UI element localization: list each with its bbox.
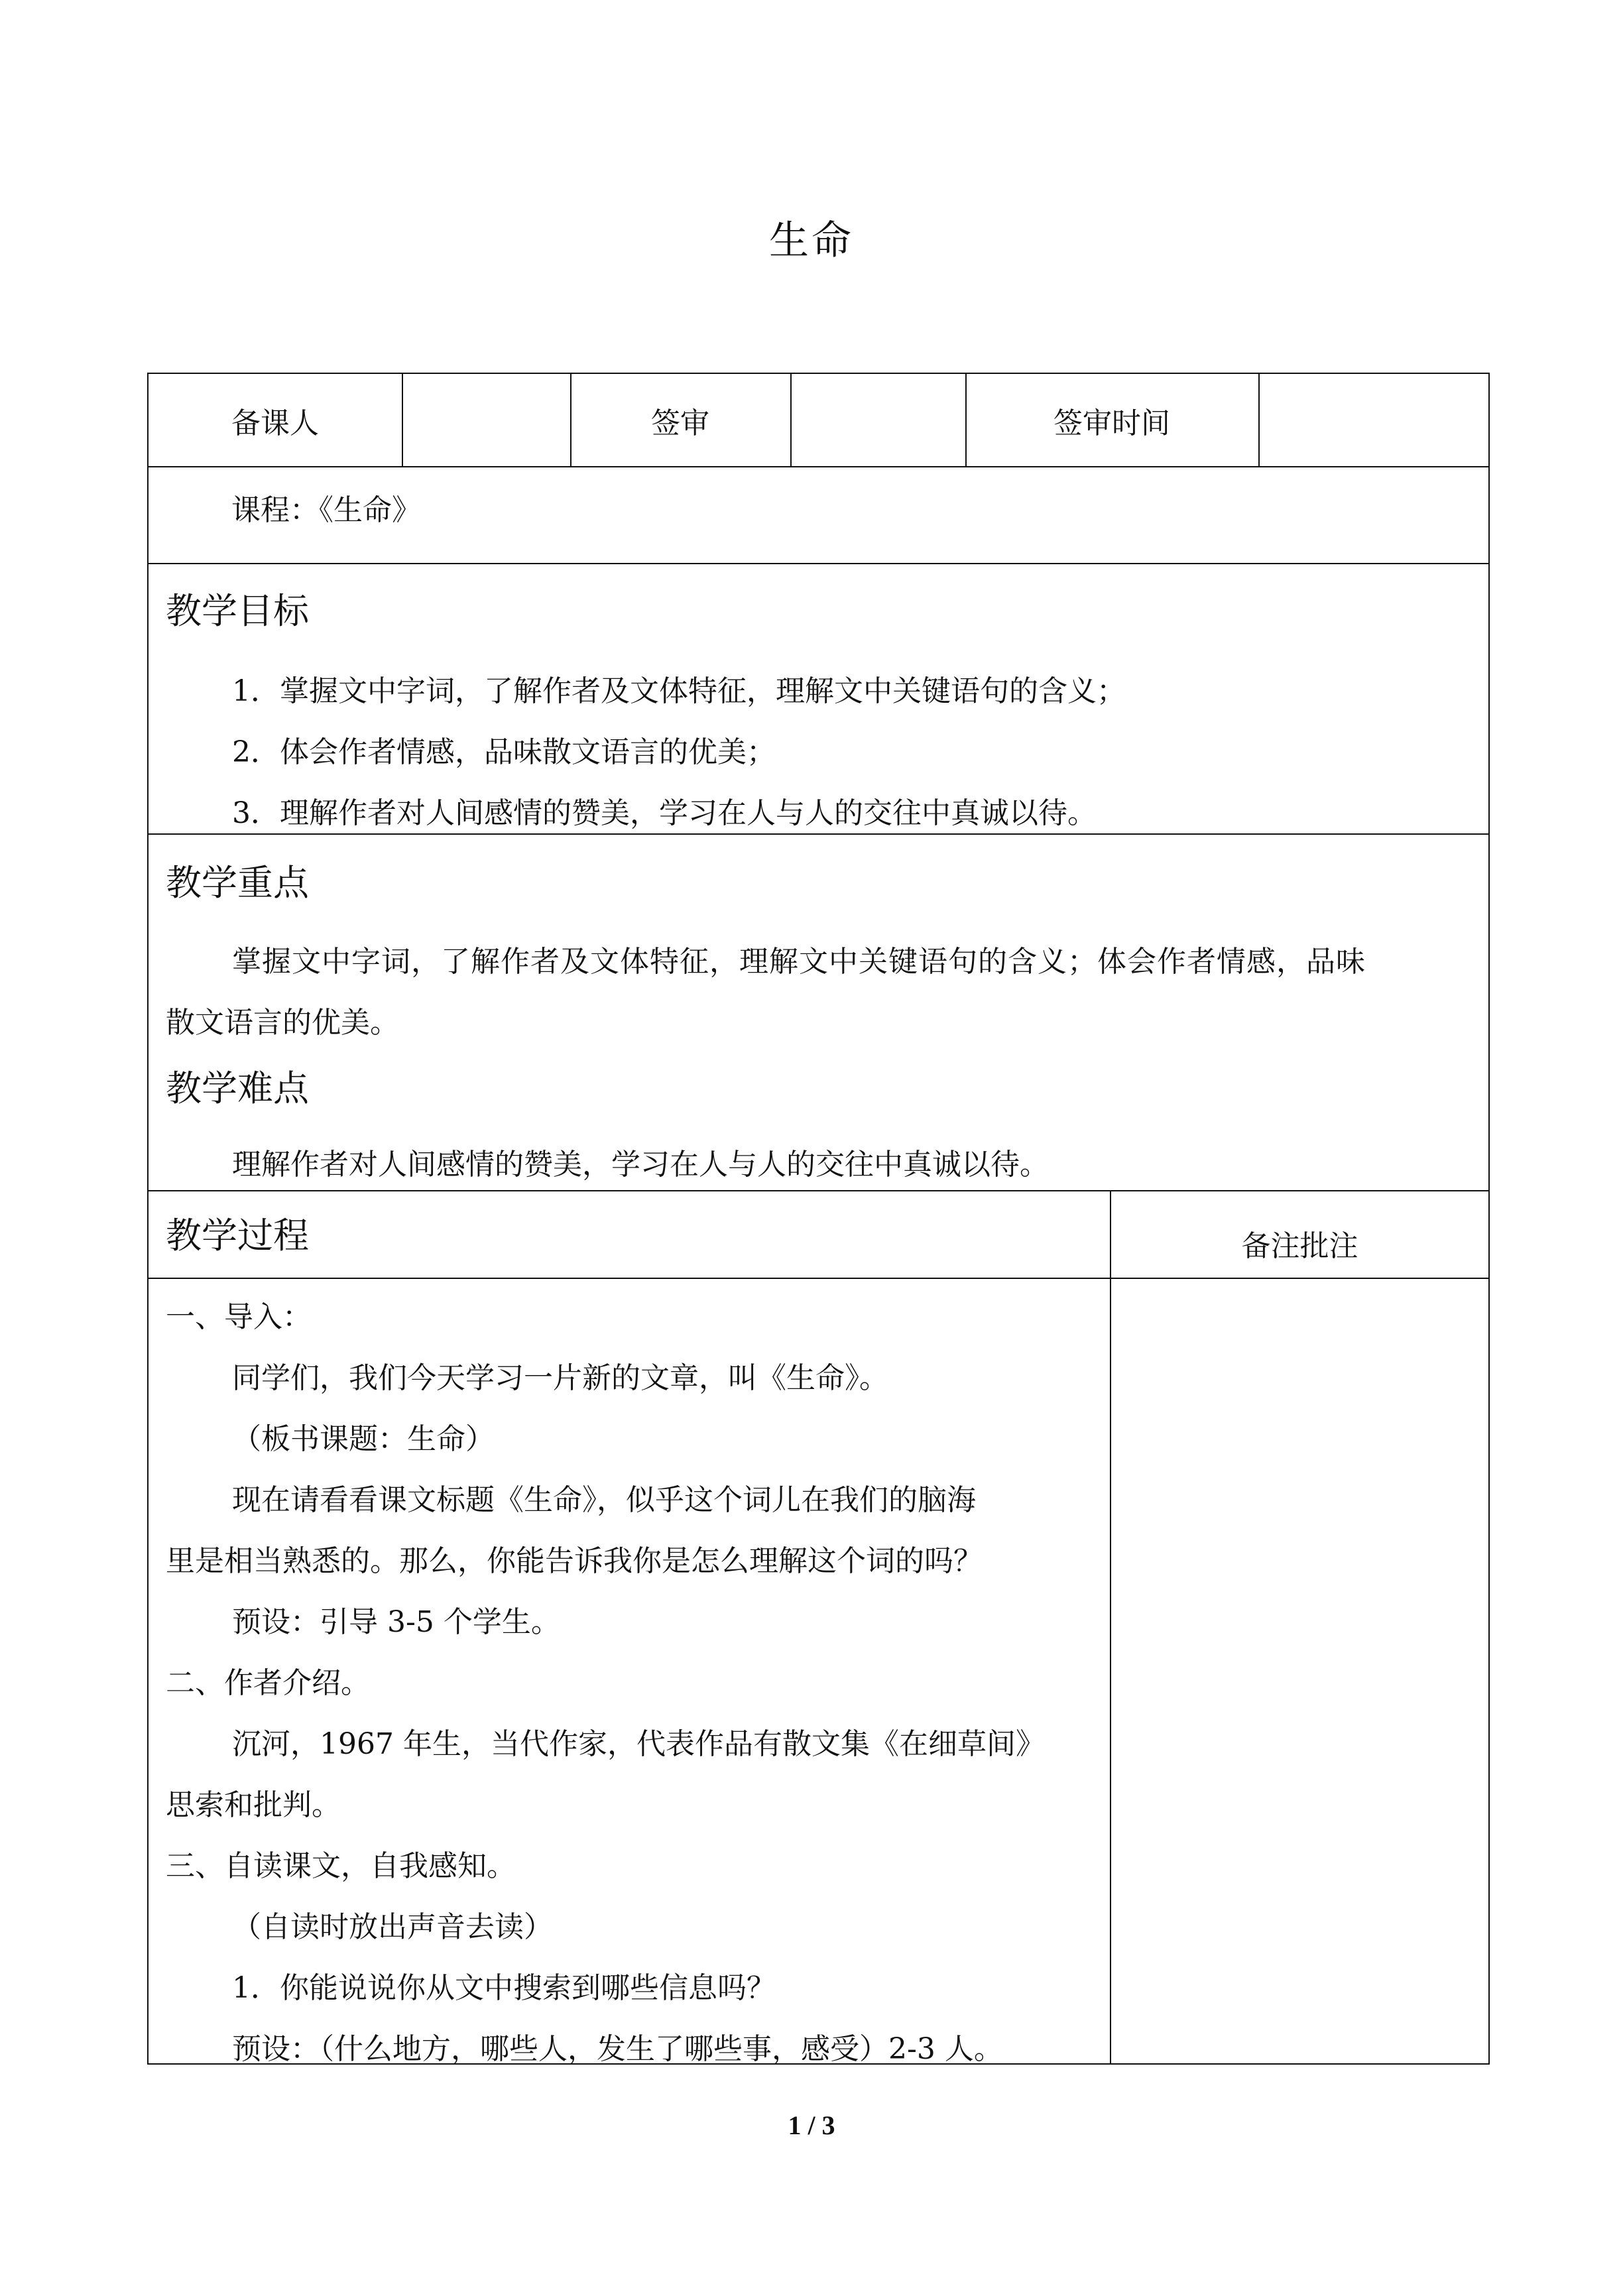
process-line: 预设：引导 3-5 个学生。	[232, 1605, 560, 1639]
review-label: 签审	[651, 406, 709, 440]
process-line: 现在请看看课文标题《生命》，似乎这个词儿在我们的脑海	[232, 1483, 976, 1517]
objectives-list	[232, 661, 1475, 844]
objectives-section	[147, 563, 1490, 835]
review-time-value	[1258, 374, 1490, 466]
process-line: 同学们，我们今天学习一片新的文章，叫《生命》。	[232, 1361, 888, 1395]
process-line: （板书课题：生命）	[232, 1422, 495, 1456]
process-line: 沉河，1967 年生，当代作家，代表作品有散文集《在细草间》	[232, 1727, 1045, 1761]
notes-label: 备注批注	[1241, 1229, 1358, 1263]
key-points-text	[166, 932, 1475, 1054]
process-line: 三、自读课文，自我感知。	[166, 1849, 516, 1883]
review-time-label: 签审时间	[1053, 406, 1170, 440]
preparer-value	[402, 374, 570, 466]
course-title: 课程：《生命》	[231, 493, 421, 527]
page-title: 生命	[769, 217, 854, 264]
process-header-row	[147, 1190, 1490, 1279]
key-points-line: 掌握文中字词，了解作者及文体特征，理解文中关键语句的含义；体会作者情感，品味	[232, 945, 1366, 979]
difficulties-text	[166, 1134, 1475, 1195]
objective-item: 2．体会作者情感，品味散文语言的优美；	[232, 735, 776, 769]
objectives-heading: 教学目标	[166, 590, 309, 632]
process-line: 思索和批判。	[166, 1788, 341, 1822]
process-line: 一、导入：	[166, 1300, 312, 1334]
difficulties-line: 理解作者对人间感情的赞美，学习在人与人的交往中真诚以待。	[232, 1148, 1049, 1181]
objective-item: 3．理解作者对人间感情的赞美，学习在人与人的交往中真诚以待。	[232, 796, 1097, 830]
preparer-label: 备课人	[231, 406, 319, 440]
difficulties-heading: 教学难点	[166, 1067, 309, 1109]
page-number: 1 / 3	[788, 2110, 835, 2140]
objective-item: 1．掌握文中字词，了解作者及文体特征，理解文中关键语句的含义；	[232, 674, 1126, 708]
header-row	[147, 373, 1490, 467]
process-heading: 教学过程	[166, 1215, 309, 1256]
course-row	[147, 466, 1490, 564]
process-line: 二、作者介绍。	[166, 1666, 370, 1700]
process-line: 1．你能说说你从文中搜索到哪些信息吗？	[232, 1971, 776, 2005]
key-points-heading: 教学重点	[166, 862, 309, 904]
key-points-line: 散文语言的优美。	[166, 1006, 399, 1040]
process-line: 里是相当熟悉的。那么，你能告诉我你是怎么理解这个词的吗？	[166, 1544, 983, 1578]
process-line: （自读时放出声音去读）	[232, 1910, 553, 1944]
process-lines	[166, 1287, 1107, 2080]
process-line: 预设：（什么地方，哪些人，发生了哪些事，感受）2-3 人。	[232, 2032, 1003, 2066]
review-value	[790, 374, 965, 466]
divider	[1110, 1278, 1111, 2063]
key-points-section	[147, 833, 1490, 1191]
process-body-row	[147, 1278, 1490, 2065]
